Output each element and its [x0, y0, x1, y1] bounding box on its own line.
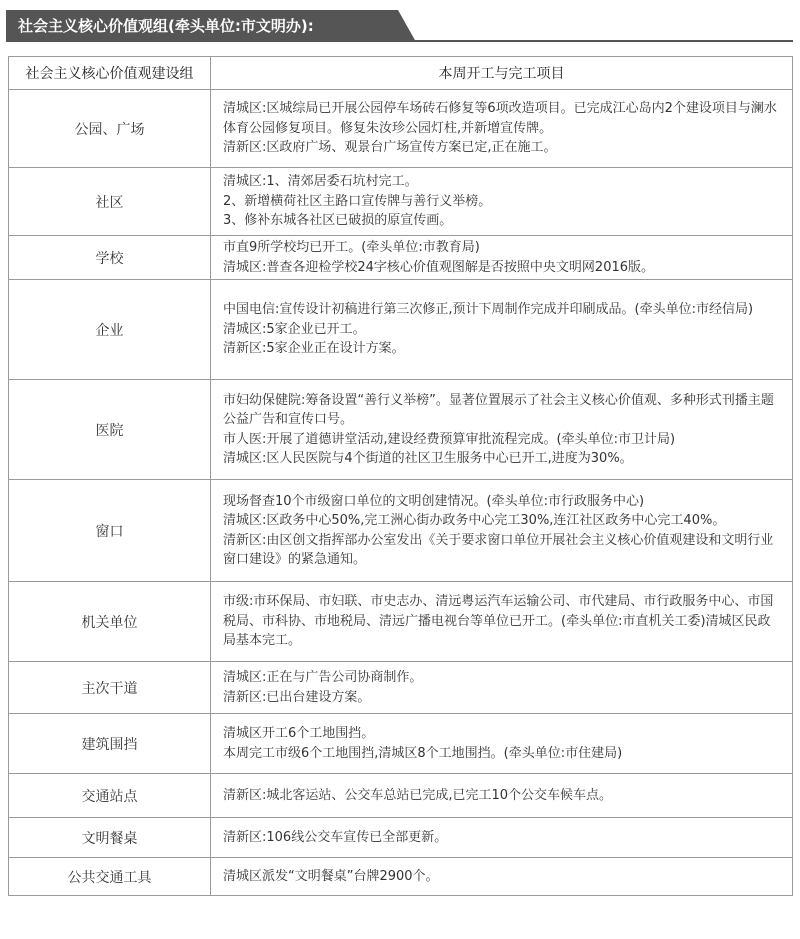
- section-title: 社会主义核心价值观组(牵头单位:市文明办):: [18, 17, 314, 35]
- column-header-category: 社会主义核心价值观建设组: [9, 57, 211, 90]
- row-details: [211, 168, 793, 236]
- table-row: [9, 480, 793, 582]
- row-category: 交通站点: [9, 774, 211, 818]
- row-details: [211, 714, 793, 774]
- row-details: [211, 858, 793, 896]
- detail-line: 清城区开工6个工地围挡。: [223, 726, 375, 741]
- table-row: [9, 236, 793, 280]
- table-row: [9, 280, 793, 380]
- row-details: [211, 236, 793, 280]
- row-details: [211, 90, 793, 168]
- detail-line: 清城区:区城综局已开展公园停车场砖石修复等6项改造项目。已完成江心岛内2个建设项目与澜水体育公园修复项目。修复朱汝珍公园灯柱,并新增宣传牌。: [223, 101, 777, 136]
- detail-line: 清城区:区政务中心50%,完工洲心街办政务中心完工30%,连江社区政务中心完工40%。: [223, 513, 726, 528]
- row-category: 公园、广场: [9, 90, 211, 168]
- detail-line: 2、新增横荷社区主路口宣传牌与善行义举榜。: [223, 193, 492, 209]
- table-row: [9, 582, 793, 662]
- detail-line: 清新区:已出台建设方案。: [223, 689, 371, 705]
- detail-line: 清新区:由区创文指挥部办公室发出《关于要求窗口单位开展社会主义核心价值观建设和文明行业窗口建设》的紧急通知。: [223, 532, 774, 567]
- row-category: 学校: [9, 236, 211, 280]
- table-header-row: [9, 57, 793, 90]
- row-category: 机关单位: [9, 582, 211, 662]
- table-row: [9, 714, 793, 774]
- table-row: [9, 774, 793, 818]
- row-details: [211, 774, 793, 818]
- row-details: [211, 380, 793, 480]
- table-row: [9, 858, 793, 896]
- project-table: [8, 56, 793, 896]
- detail-line: 清城区:普查各迎检学校24字核心价值观图解是否按照中央文明网2016版。: [223, 259, 655, 275]
- detail-line: 现场督查10个市级窗口单位的文明创建情况。(牵头单位:市行政服务中心): [223, 493, 645, 509]
- table-row: [9, 662, 793, 714]
- row-category: 建筑围挡: [9, 714, 211, 774]
- row-category: 企业: [9, 280, 211, 380]
- section-banner: [6, 10, 793, 42]
- row-category: 窗口: [9, 480, 211, 582]
- row-category: 公共交通工具: [9, 858, 211, 896]
- detail-line: 本周完工市级6个工地围挡,清城区8个工地围挡。(牵头单位:市住建局): [223, 745, 623, 761]
- detail-line: 清新区:城北客运站、公交车总站已完成,已完工10个公交车候车点。: [223, 787, 613, 803]
- detail-line: 市直9所学校均已开工。(牵头单位:市教育局): [223, 240, 480, 255]
- table-row: [9, 818, 793, 858]
- detail-line: 清新区:5家企业正在设计方案。: [223, 341, 405, 357]
- detail-line: 清城区:1、清郊居委石坑村完工。: [223, 174, 418, 190]
- detail-line: 中国电信:宣传设计初稿进行第三次修正,预计下周制作完成并印刷成品。(牵头单位:市经信局): [223, 302, 754, 318]
- row-details: [211, 480, 793, 582]
- detail-line: 清城区派发“文明餐桌”台牌2900个。: [223, 868, 439, 884]
- table-row: [9, 380, 793, 480]
- detail-line: 清新区:区政府广场、观景台广场宣传方案已定,正在施工。: [223, 140, 557, 156]
- detail-line: 清城区:正在与广告公司协商制作。: [223, 670, 423, 685]
- detail-line: 市人医:开展了道德讲堂活动,建设经费预算审批流程完成。(牵头单位:市卫计局): [223, 431, 676, 447]
- table-row: [9, 90, 793, 168]
- row-details: [211, 582, 793, 662]
- detail-line: 市级:市环保局、市妇联、市史志办、清远粤运汽车运输公司、市代建局、市行政服务中心、市国税局、市科协、市地税局、清远广播电视台等单位已开工。(牵头单位:市直机关工委)清城区民政局基本完工。: [223, 594, 774, 649]
- detail-line: 市妇幼保健院:筹备设置“善行义举榜”。显著位置展示了社会主义核心价值观、多种形式刊播主题公益广告和宣传口号。: [223, 392, 774, 427]
- row-details: [211, 662, 793, 714]
- banner-underline: [411, 40, 793, 42]
- detail-line: 清城区:区人民医院与4个街道的社区卫生服务中心已开工,进度为30%。: [223, 451, 633, 466]
- row-category: 文明餐桌: [9, 818, 211, 858]
- row-details: [211, 280, 793, 380]
- row-category: 医院: [9, 380, 211, 480]
- detail-line: 清新区:106线公交车宣传已全部更新。: [223, 829, 448, 845]
- column-header-projects: 本周开工与完工项目: [211, 57, 793, 90]
- detail-line: 清城区:5家企业已开工。: [223, 321, 366, 337]
- detail-line: 3、修补东城各社区已破损的原宣传画。: [223, 213, 453, 229]
- row-category: 主次干道: [9, 662, 211, 714]
- row-category: 社区: [9, 168, 211, 236]
- row-details: [211, 818, 793, 858]
- table-row: [9, 168, 793, 236]
